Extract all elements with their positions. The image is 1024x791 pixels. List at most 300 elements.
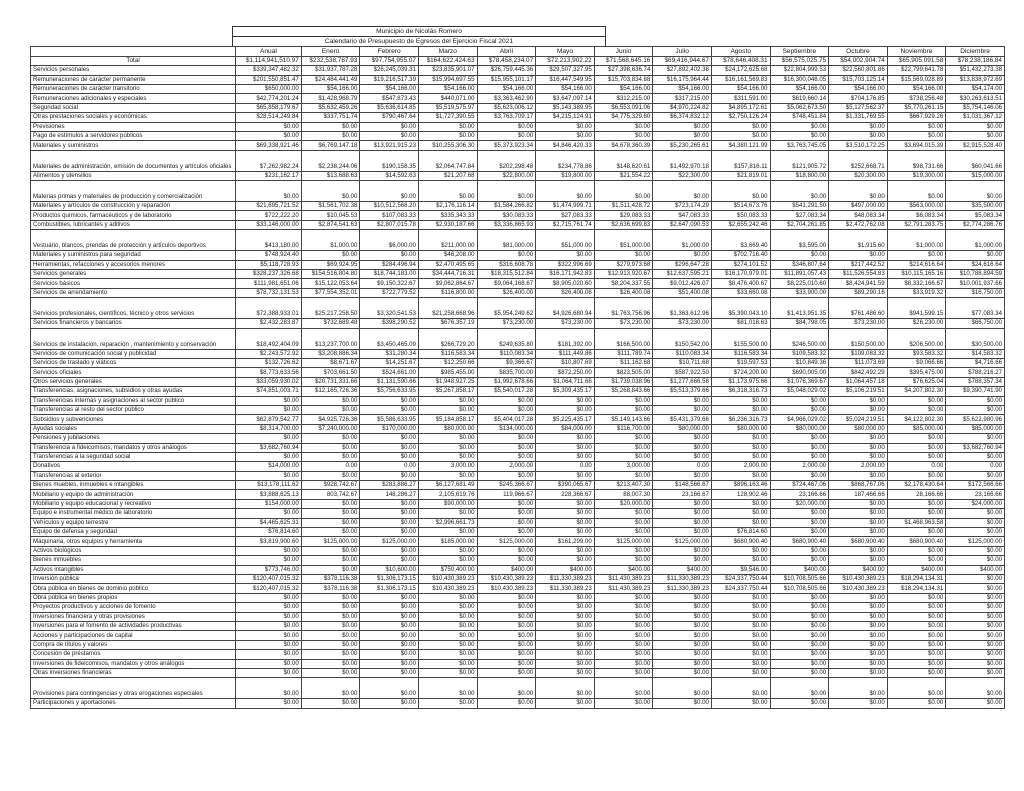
amount-cell: $868,767.06 xyxy=(829,481,888,490)
amount-cell: $24,616.64 xyxy=(946,260,1005,269)
amount-cell: $0.00 xyxy=(711,640,770,649)
amount-cell: $5,106,219.51 xyxy=(829,387,888,396)
amount-cell: $10,512,568.20 xyxy=(360,202,419,211)
amount-cell: $16,171,942.83 xyxy=(536,270,595,279)
amount-cell: $0.00 xyxy=(360,181,419,202)
amount-cell: $0.00 xyxy=(887,396,946,405)
amount-cell: $3,320,541.53 xyxy=(360,298,419,319)
amount-cell: $16,175,964.44 xyxy=(653,75,712,84)
amount-cell: $0.00 xyxy=(536,396,595,405)
amount-cell: $3,682,760.94 xyxy=(946,443,1005,452)
amount-cell: $21,695,721.52 xyxy=(236,202,302,211)
amount-cell: $266,729.20 xyxy=(418,328,477,349)
amount-cell: $15,569,028.89 xyxy=(887,75,946,84)
amount-cell: $0.00 xyxy=(236,699,302,708)
amount-cell: $0.00 xyxy=(829,405,888,414)
amount-cell: $110,083.34 xyxy=(477,349,536,358)
amount-cell: $28,514,249.84 xyxy=(236,113,302,122)
amount-cell: $42,774,201.24 xyxy=(236,94,302,103)
amount-cell: $0.00 xyxy=(418,471,477,480)
amount-cell: $3,888,625.13 xyxy=(236,490,302,499)
amount-cell: $724,200.00 xyxy=(711,368,770,377)
amount-cell: $0.00 xyxy=(770,631,829,640)
amount-cell: $0.00 xyxy=(711,181,770,202)
amount-cell: $0.00 xyxy=(477,471,536,480)
amount-cell: $761,486.60 xyxy=(829,298,888,319)
row-label: Otras inversiones financieras xyxy=(31,668,236,677)
amount-cell: $0.00 xyxy=(594,181,653,202)
amount-cell: $0.00 xyxy=(536,546,595,555)
table-row xyxy=(31,84,1005,93)
amount-cell: $2,704,261.85 xyxy=(770,220,829,229)
amount-cell: $25,217,258.50 xyxy=(301,298,360,319)
amount-cell: $54,166.00 xyxy=(711,84,770,93)
amount-cell: 119,966.67 xyxy=(477,490,536,499)
amount-cell: $0.00 xyxy=(829,593,888,602)
amount-cell: $15,955,101.17 xyxy=(477,75,536,84)
amount-cell: $0.00 xyxy=(477,678,536,699)
row-label: Servicios básicos xyxy=(31,279,236,288)
header-cell: Mayo xyxy=(536,47,595,56)
amount-cell: $0.00 xyxy=(711,122,770,131)
amount-cell: $0.00 xyxy=(477,699,536,708)
amount-cell: $65,905,091.58 xyxy=(887,56,946,65)
amount-cell: $18,294,134.31 xyxy=(887,584,946,593)
amount-cell: $172,566.66 xyxy=(946,481,1005,490)
amount-cell: $0.00 xyxy=(653,181,712,202)
amount-cell: $0.00 xyxy=(301,659,360,668)
amount-cell: $0.00 xyxy=(770,509,829,518)
amount-cell: $1,173,975.66 xyxy=(711,377,770,386)
amount-cell: $1,584,266.82 xyxy=(477,202,536,211)
amount-cell: $0.00 xyxy=(770,396,829,405)
amount-cell: $0.00 xyxy=(418,405,477,414)
table-row xyxy=(31,528,1005,537)
amount-cell: $76,814.60 xyxy=(711,528,770,537)
amount-cell: $125,000.00 xyxy=(946,537,1005,546)
amount-cell: $3,450,465.09 xyxy=(360,328,419,349)
table-row xyxy=(31,94,1005,103)
amount-cell: $60,041.66 xyxy=(946,150,1005,171)
amount-cell: $0.00 xyxy=(536,131,595,140)
amount-cell: 0.00 xyxy=(301,462,360,471)
amount-cell: $0.00 xyxy=(477,650,536,659)
amount-cell: $14,000.00 xyxy=(236,462,302,471)
amount-cell: $11,073.69 xyxy=(829,359,888,368)
amount-cell: $4,895,172.61 xyxy=(711,103,770,112)
row-label: Subsidios y subvenciones xyxy=(31,415,236,424)
amount-cell: $8,424,941.59 xyxy=(829,279,888,288)
amount-cell: $0.00 xyxy=(236,603,302,612)
amount-cell: $11,430,389.23 xyxy=(594,574,653,583)
amount-cell: $1,428,968.79 xyxy=(301,94,360,103)
table-row xyxy=(31,396,1005,405)
amount-cell: $51,432,273.38 xyxy=(946,66,1005,75)
amount-cell: $4,207,802.30 xyxy=(887,387,946,396)
amount-cell: $312,215.00 xyxy=(594,94,653,103)
amount-cell: $1,763,756.96 xyxy=(594,298,653,319)
header-cell: Agosto xyxy=(711,47,770,56)
amount-cell: $0.00 xyxy=(236,405,302,414)
amount-cell: $1,948,927.25 xyxy=(418,377,477,386)
amount-cell: $1,727,390.55 xyxy=(418,113,477,122)
table-row xyxy=(31,509,1005,518)
amount-cell: $9,150,322.67 xyxy=(360,279,419,288)
table-row xyxy=(31,359,1005,368)
amount-cell: $1,000.00 xyxy=(946,230,1005,251)
amount-cell: $0.00 xyxy=(301,612,360,621)
amount-cell: $0.00 xyxy=(711,471,770,480)
table-row xyxy=(31,650,1005,659)
amount-cell: $181,392.00 xyxy=(536,328,595,349)
amount-cell: $0.00 xyxy=(301,678,360,699)
amount-cell: $0.00 xyxy=(301,603,360,612)
amount-cell: $0.00 xyxy=(711,499,770,508)
amount-cell: $1,031,367.12 xyxy=(946,113,1005,122)
amount-cell: $5,184,858.17 xyxy=(418,415,477,424)
amount-cell: $0.00 xyxy=(653,518,712,527)
amount-cell: $1,363,612.96 xyxy=(653,298,712,319)
amount-cell: $0.00 xyxy=(477,546,536,555)
amount-cell: $0.00 xyxy=(770,546,829,555)
amount-cell: $317,215.00 xyxy=(653,94,712,103)
amount-cell: $0.00 xyxy=(360,131,419,140)
table-row xyxy=(31,668,1005,677)
table-row xyxy=(31,288,1005,297)
amount-cell: $0.00 xyxy=(536,452,595,461)
amount-cell: $217,442.52 xyxy=(829,260,888,269)
row-label: Equipo de defensa y seguridad xyxy=(31,528,236,537)
amount-cell: $161,299.00 xyxy=(536,537,595,546)
amount-cell: $31,937,787.28 xyxy=(301,66,360,75)
amount-cell: $667,929.26 xyxy=(887,113,946,122)
amount-cell: $0.00 xyxy=(653,546,712,555)
amount-cell: $48,083.34 xyxy=(829,211,888,220)
amount-cell: $2,655,242.46 xyxy=(711,220,770,229)
amount-cell: $0.00 xyxy=(946,471,1005,480)
row-label: Alimentos y utensilios xyxy=(31,171,236,180)
table-row xyxy=(31,349,1005,358)
amount-cell: $0.00 xyxy=(711,131,770,140)
amount-cell: $4,926,680.94 xyxy=(536,298,595,319)
amount-cell: $0.00 xyxy=(360,122,419,131)
amount-cell: $0.00 xyxy=(711,405,770,414)
amount-cell: $0.00 xyxy=(653,631,712,640)
amount-cell: $0.00 xyxy=(770,405,829,414)
amount-cell: $80,000.00 xyxy=(770,424,829,433)
amount-cell: $2,636,699.83 xyxy=(594,220,653,229)
amount-cell: $1,000.00 xyxy=(301,230,360,251)
amount-cell: $896,163.46 xyxy=(711,481,770,490)
amount-cell: $11,430,389.23 xyxy=(594,584,653,593)
table-row xyxy=(31,260,1005,269)
header-cell: Julio xyxy=(653,47,712,56)
amount-cell: $390,065.67 xyxy=(536,481,595,490)
amount-cell: $0.00 xyxy=(360,471,419,480)
amount-cell: $109,583.32 xyxy=(770,349,829,358)
amount-cell: $0.00 xyxy=(653,405,712,414)
amount-cell: $10,849.36 xyxy=(770,359,829,368)
table-row xyxy=(31,279,1005,288)
header-cell: Marzo xyxy=(418,47,477,56)
amount-cell: $4,122,802.30 xyxy=(887,415,946,424)
amount-cell: $18,744,183.00 xyxy=(360,270,419,279)
row-label: Materiales y artículos de construcción y reparación xyxy=(31,202,236,211)
amount-cell: $0.00 xyxy=(236,631,302,640)
amount-cell: $547,873.43 xyxy=(360,94,419,103)
row-label: Mobiliario y equipo educacional y recreativo xyxy=(31,499,236,508)
amount-cell: $0.00 xyxy=(418,452,477,461)
amount-cell: $5,230,265.61 xyxy=(653,141,712,150)
amount-cell: $0.00 xyxy=(536,668,595,677)
amount-cell: $0.00 xyxy=(418,603,477,612)
amount-cell: $0.00 xyxy=(829,443,888,452)
amount-cell: $524,661.00 xyxy=(360,368,419,377)
amount-cell: $5,623,006.12 xyxy=(477,103,536,112)
amount-cell: $0.00 xyxy=(653,471,712,480)
table-row xyxy=(31,621,1005,630)
row-label: Transferencia a fideicomisos, mandatos y otros análogos xyxy=(31,443,236,452)
amount-cell: $51,400.08 xyxy=(653,288,712,297)
amount-cell: $78,646,408.31 xyxy=(711,56,770,65)
row-label: Compra de títulos y valores xyxy=(31,640,236,649)
amount-cell: $125,000.00 xyxy=(594,537,653,546)
amount-cell: $0.00 xyxy=(536,471,595,480)
amount-cell: $835,700.00 xyxy=(477,368,536,377)
amount-cell: $26,230.00 xyxy=(887,319,946,328)
amount-cell: $81,018.63 xyxy=(711,319,770,328)
table-row xyxy=(31,499,1005,508)
table-row xyxy=(31,251,1005,260)
amount-cell: $0.00 xyxy=(887,668,946,677)
amount-cell: $0.00 xyxy=(594,593,653,602)
amount-cell: $748,451.84 xyxy=(770,113,829,122)
table-row xyxy=(31,546,1005,555)
header-cell: Enero xyxy=(301,47,360,56)
amount-cell: $166,500.00 xyxy=(594,328,653,349)
amount-cell: $0.00 xyxy=(946,612,1005,621)
amount-cell: $723,174.29 xyxy=(653,202,712,211)
amount-cell: $18,294,134.31 xyxy=(887,574,946,583)
amount-cell: $0.00 xyxy=(301,565,360,574)
amount-cell: $0.00 xyxy=(829,603,888,612)
amount-cell: $12,165,726.36 xyxy=(301,387,360,396)
amount-cell: $7,240,000.00 xyxy=(301,424,360,433)
amount-cell: $13,921,915.23 xyxy=(360,141,419,150)
amount-cell: $400.00 xyxy=(946,565,1005,574)
amount-cell: $400.00 xyxy=(887,565,946,574)
amount-cell: 2,000.00 xyxy=(770,462,829,471)
row-label: Maquinaria, otros equipos y herramienta xyxy=(31,537,236,546)
amount-cell: $0.00 xyxy=(829,181,888,202)
amount-cell: $0.00 xyxy=(536,603,595,612)
amount-cell: $0.00 xyxy=(770,659,829,668)
amount-cell: $0.00 xyxy=(946,574,1005,583)
amount-cell: $0.00 xyxy=(594,621,653,630)
amount-cell: $337,751.74 xyxy=(301,113,360,122)
amount-cell: $10,430,389.23 xyxy=(418,584,477,593)
amount-cell: $0.00 xyxy=(536,650,595,659)
amount-cell: $8,314,700.00 xyxy=(236,424,302,433)
amount-cell: $33,919.32 xyxy=(887,288,946,297)
amount-cell: $0.00 xyxy=(887,650,946,659)
calendar-subtitle: Calendario de Presupuesto de Egresos del Ejercicio Fiscal 2021 xyxy=(233,36,605,46)
amount-cell: $170,000.00 xyxy=(360,424,419,433)
amount-cell: $69,338,921.46 xyxy=(236,141,302,150)
amount-cell: $400.00 xyxy=(653,565,712,574)
amount-cell: $6,553,091.06 xyxy=(594,103,653,112)
amount-cell: $4,970,224.82 xyxy=(653,103,712,112)
row-label: Activos biológicos xyxy=(31,546,236,555)
amount-cell: $1,000.00 xyxy=(653,230,712,251)
amount-cell: $413,180.00 xyxy=(236,230,302,251)
amount-cell: $33,146,000.00 xyxy=(236,220,302,229)
amount-cell: $872,250.00 xyxy=(536,368,595,377)
amount-cell: $111,449.86 xyxy=(536,349,595,358)
amount-cell: 0.00 xyxy=(653,462,712,471)
amount-cell: $6,083.34 xyxy=(887,211,946,220)
amount-cell: $0.00 xyxy=(301,405,360,414)
amount-cell: $246,500.00 xyxy=(770,328,829,349)
table-row xyxy=(31,230,1005,251)
amount-cell: $11,330,389.23 xyxy=(536,574,595,583)
amount-cell: $0.00 xyxy=(711,556,770,565)
amount-cell: $0.00 xyxy=(477,640,536,649)
amount-cell: $0.00 xyxy=(236,678,302,699)
amount-cell: $0.00 xyxy=(770,131,829,140)
amount-cell: $27,083.34 xyxy=(770,211,829,220)
amount-cell: $0.00 xyxy=(536,518,595,527)
amount-cell: $9,546.00 xyxy=(711,565,770,574)
amount-cell: $13,178,111.62 xyxy=(236,481,302,490)
amount-cell: $1,064,711.66 xyxy=(536,377,595,386)
amount-cell: $0.00 xyxy=(946,452,1005,461)
amount-cell: $0.00 xyxy=(829,678,888,699)
amount-cell: $0.00 xyxy=(360,396,419,405)
amount-cell: $211,000.00 xyxy=(418,230,477,251)
row-label: Concesión de préstamos xyxy=(31,650,236,659)
amount-cell: $10,711.68 xyxy=(653,359,712,368)
amount-cell: $0.00 xyxy=(653,528,712,537)
amount-cell: $0.00 xyxy=(946,528,1005,537)
amount-cell: $11,891,057.43 xyxy=(770,270,829,279)
amount-cell: $121,905.72 xyxy=(770,150,829,171)
amount-cell: $10,430,389.23 xyxy=(477,584,536,593)
table-row xyxy=(31,659,1005,668)
row-label: Otros servicios generales xyxy=(31,377,236,386)
amount-cell: $148,620.61 xyxy=(594,150,653,171)
table-row xyxy=(31,131,1005,140)
amount-cell: $0.00 xyxy=(477,405,536,414)
amount-cell: $0.00 xyxy=(360,650,419,659)
amount-cell: $0.00 xyxy=(477,452,536,461)
amount-cell: $0.00 xyxy=(360,405,419,414)
table-row xyxy=(31,462,1005,471)
amount-cell: $5,431,379.66 xyxy=(653,415,712,424)
amount-cell: $9,366.67 xyxy=(477,359,536,368)
amount-cell: $33,059,930.02 xyxy=(236,377,302,386)
amount-cell: $400.00 xyxy=(829,565,888,574)
amount-cell: $788,357.34 xyxy=(946,377,1005,386)
table-row xyxy=(31,415,1005,424)
amount-cell: $0.00 xyxy=(418,650,477,659)
amount-cell: $213,407.30 xyxy=(594,481,653,490)
amount-cell: $0.00 xyxy=(301,499,360,508)
amount-cell: $12,913,920.67 xyxy=(594,270,653,279)
amount-cell: $0.00 xyxy=(946,181,1005,202)
amount-cell: $10,430,389.23 xyxy=(829,584,888,593)
table-row xyxy=(31,181,1005,202)
table-row xyxy=(31,490,1005,499)
header-cell: Abril xyxy=(477,47,536,56)
amount-cell: $34,444,716.31 xyxy=(418,270,477,279)
amount-cell: $0.00 xyxy=(536,528,595,537)
amount-cell: $1,413,951.35 xyxy=(770,298,829,319)
amount-cell: $116,583.34 xyxy=(418,349,477,358)
amount-cell: $0.00 xyxy=(946,659,1005,668)
amount-cell: $0.00 xyxy=(887,603,946,612)
row-label: Productos químicos, farmacéuticos y de laboratorio xyxy=(31,211,236,220)
amount-cell: $69,416,944.67 xyxy=(653,56,712,65)
amount-cell: $0.00 xyxy=(711,603,770,612)
amount-cell: $823,505.00 xyxy=(594,368,653,377)
amount-cell: $232,538,787.93 xyxy=(301,56,360,65)
amount-cell: $6,000.00 xyxy=(360,230,419,251)
row-label: Servicios de traslado y viáticos xyxy=(31,359,236,368)
amount-cell: $0.00 xyxy=(360,443,419,452)
row-label: Equipo e instrumental médico de laboratorio xyxy=(31,509,236,518)
amount-cell: $164,622,424.63 xyxy=(418,56,477,65)
amount-cell: $0.00 xyxy=(594,122,653,131)
amount-cell: $74,851,003.71 xyxy=(236,387,302,396)
amount-cell: $378,116.38 xyxy=(301,574,360,583)
row-label: Bienes inmuebles xyxy=(31,556,236,565)
table-row xyxy=(31,471,1005,480)
row-label: Activos intangibles xyxy=(31,565,236,574)
amount-cell: $0.00 xyxy=(236,593,302,602)
amount-cell: $125,000.00 xyxy=(477,537,536,546)
amount-cell: $56,575,025.75 xyxy=(770,56,829,65)
amount-cell: $72,388,933.01 xyxy=(236,298,302,319)
amount-cell: $24,337,750.44 xyxy=(711,584,770,593)
amount-cell: $21,258,668.96 xyxy=(418,298,477,319)
amount-cell: $150,500.00 xyxy=(829,328,888,349)
amount-cell: $0.00 xyxy=(653,434,712,443)
amount-cell: $5,540,017.28 xyxy=(477,387,536,396)
amount-cell: $2,432,283.87 xyxy=(236,319,302,328)
amount-cell: $842,492.29 xyxy=(829,368,888,377)
budget-sheet xyxy=(30,26,1005,709)
amount-cell: $84,000.00 xyxy=(536,424,595,433)
amount-cell: $0.00 xyxy=(477,181,536,202)
amount-cell: $0.00 xyxy=(360,659,419,668)
amount-cell: $0.00 xyxy=(418,631,477,640)
amount-cell: $0.00 xyxy=(418,612,477,621)
amount-cell: $9,066.66 xyxy=(887,359,946,368)
amount-cell: $14,251.67 xyxy=(360,359,419,368)
row-label: Materiales y suministros para seguridad xyxy=(31,251,236,260)
amount-cell: $0.00 xyxy=(360,434,419,443)
amount-cell: $1,915.60 xyxy=(829,230,888,251)
amount-cell: 3,000.00 xyxy=(594,462,653,471)
amount-cell: 3,000.00 xyxy=(418,462,477,471)
amount-cell: $0.00 xyxy=(711,659,770,668)
amount-cell: $1,114,941,510.97 xyxy=(236,56,302,65)
amount-cell: $5,024,219.51 xyxy=(829,415,888,424)
row-label: Participaciones y aportaciones xyxy=(31,699,236,708)
amount-cell: $1,474,999.71 xyxy=(536,202,595,211)
amount-cell: $10,430,389.23 xyxy=(477,574,536,583)
